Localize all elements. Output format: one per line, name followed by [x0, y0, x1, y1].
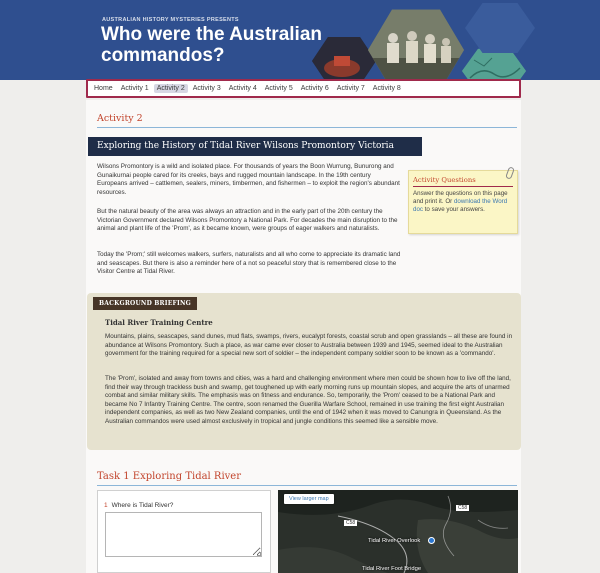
nav-activity-4[interactable]: Activity 4: [228, 85, 257, 92]
nav-activity-6[interactable]: Activity 6: [300, 85, 329, 92]
activity-divider: [97, 127, 517, 128]
nav-home[interactable]: Home: [94, 85, 113, 92]
question-number: 1: [104, 502, 108, 509]
task-heading: Task 1 Exploring Tidal River: [97, 471, 242, 482]
photo-soldiers-icon: [368, 8, 464, 80]
nav-activity-3[interactable]: Activity 3: [192, 85, 221, 92]
nav-activity-1[interactable]: Activity 1: [120, 85, 149, 92]
activity-questions-divider: [413, 186, 513, 187]
map-label-overlook: Tidal River Overlook: [368, 538, 421, 544]
map-label-footbridge: Tidal River Foot Bridge: [362, 566, 422, 572]
nav-activity-5[interactable]: Activity 5: [264, 85, 293, 92]
activity-questions-note: [408, 170, 518, 234]
briefing-paragraph-2: The 'Prom', isolated and away from towns and cities, was a hard and challenging environment where men could be shown how to live off the land, find their way through trackless bush and swamp, get toughened up with early morning runs up mountain slopes, and acquire the arts of unarmed combat and similar military skills. The emphasis was on fitness and endurance. So, temporarily, the 'Prom' ceased to be a National Park and became No 7 Infantry Training Centre. The centre, soon renamed the Guerilla Warfare School, remained in use training the first eight Australian independent companies, as well as two New Zealand companies, until the end of 1942 when it was moved to Canungra in Queensland. As the Australian commandos were used almost exclusively in tropical and jungle conditions this seemed like a sensible move.: [105, 375, 511, 425]
nav-activity-2[interactable]: Activity 2: [154, 84, 188, 93]
map-pin-icon[interactable]: [428, 537, 435, 544]
briefing-subtitle: Tidal River Training Centre: [105, 318, 213, 327]
activity-heading: Activity 2: [97, 113, 143, 124]
resize-handle-icon[interactable]: [257, 552, 261, 556]
question-label: [104, 502, 173, 509]
activity-questions-text-before: Answer the questions on this page and print it. Or: [413, 190, 508, 205]
site-header: [0, 0, 600, 80]
task-divider: [97, 485, 517, 486]
map-road-badge-2: C58: [346, 520, 356, 526]
page-title: Who were the Australian commandos?: [101, 24, 322, 66]
activity-questions-text-after: to save your answers.: [422, 206, 485, 213]
nav-activity-7[interactable]: Activity 7: [336, 85, 365, 92]
answer-textarea[interactable]: [105, 512, 262, 557]
download-word-doc-link[interactable]: download the Word doc: [413, 198, 508, 213]
main-nav: [86, 79, 521, 98]
intro-paragraph-3: Today the 'Prom;' still welcomes walkers, surfers, naturalists and all who come to appreciate its dramatic land and seascapes. But there is also a reminder here of a not so peaceful story that is remembered close to the Visitor Centre at Tidal River.: [97, 251, 401, 276]
nav-activity-8[interactable]: Activity 8: [372, 85, 401, 92]
activity-questions-title: Activity Questions: [413, 176, 476, 184]
intro-paragraph-1: Wilsons Promontory is a wild and isolated place. For thousands of years the Boon Wurrung, Bunurong and Gunaikurnai people cared for its creeks, bays and rugged mountain landscape. In the 19th century Europeans arrived – cattlemen, sealers, miners, timbermen, and fishermen – to exploit the region's abundant resources.: [97, 163, 400, 196]
map-road-badge-1: C58: [458, 505, 468, 511]
intro-paragraph-2: But the natural beauty of the area was always an attraction and in the early part of the 20th century the Victorian Government declared Wilsons Promontory a National Park. For decades the main disruption to the animal and plant life of the 'Prom', as it became known, were groups of eager walkers and naturalists.: [97, 208, 398, 233]
section-title: Exploring the History of Tidal River Wilsons Promontory Victoria: [88, 137, 422, 156]
hexagon-empty-blue: [465, 2, 535, 54]
view-larger-map-button[interactable]: View larger map: [284, 494, 334, 504]
map-embed[interactable]: [278, 490, 518, 573]
background-briefing-tab: BACKGROUND BRIEFING: [93, 297, 197, 310]
briefing-paragraph-1: Mountains, plains, seascapes, sand dunes, mud flats, swamps, rivers, eucalypt forests, coastal scrub and open grasslands – all these are found in abundance at Wilsons Promontory. Such a place, as war came ever closer to Australia between 1939 and 1945, seemed ideal to the Australian government for the training required for a special new sort of soldier – the independent company soldier soon to be known as a 'commando'.: [105, 333, 513, 358]
hexagon-photo-soldiers: [368, 8, 464, 80]
header-pretitle: AUSTRALIAN HISTORY MYSTERIES PRESENTS: [102, 17, 239, 23]
activity-questions-text: [413, 190, 513, 214]
question-text: Where is Tidal River?: [111, 502, 174, 509]
